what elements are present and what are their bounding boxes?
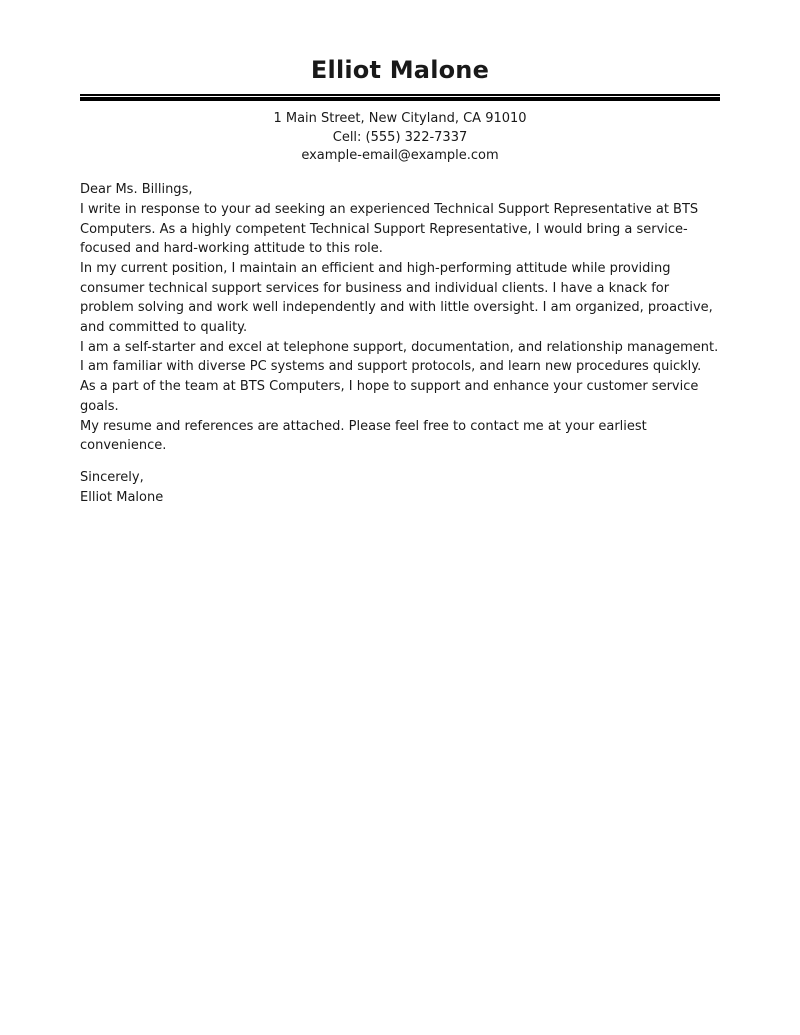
contact-phone: Cell: (555) 322-7337: [332, 129, 468, 145]
contact-address: 1 Main Street, New Cityland, CA 91010: [273, 111, 527, 126]
letter-paragraph: I am a self-starter and excel at telephone support, documentation, and relationship management. I am familiar with diverse PC systems and support protocols, and learn new procedures quickly. As a part of the team at BTS Computers, I hope to support and enhance your customer service goals.: [80, 339, 719, 414]
signature: Elliot Malone: [80, 489, 164, 505]
salutation: Dear Ms. Billings,: [80, 182, 193, 198]
page-title: Elliot Malone: [310, 56, 490, 84]
contact-email: example-email@example.com: [301, 148, 499, 164]
letter-paragraph: I write in response to your ad seeking an experienced Technical Support Representative at BTS Computers. As a highly competent Technical Support Representative, I would bring a service-focused and hard-working attitude to this role.: [80, 201, 699, 257]
letter-paragraph: My resume and references are attached. Please feel free to contact me at your earliest convenience.: [80, 418, 647, 454]
closing: Sincerely,: [80, 469, 144, 485]
letter-paragraph: In my current position, I maintain an efficient and high-performing attitude while providing consumer technical support services for business and individual clients. I have a knack for problem solving and work well independently and with little oversight. I am organized, proactive, and committed to quality.: [80, 260, 713, 336]
contact-block: [80, 110, 720, 166]
header-divider: [80, 94, 720, 101]
letter-body: [80, 180, 720, 507]
